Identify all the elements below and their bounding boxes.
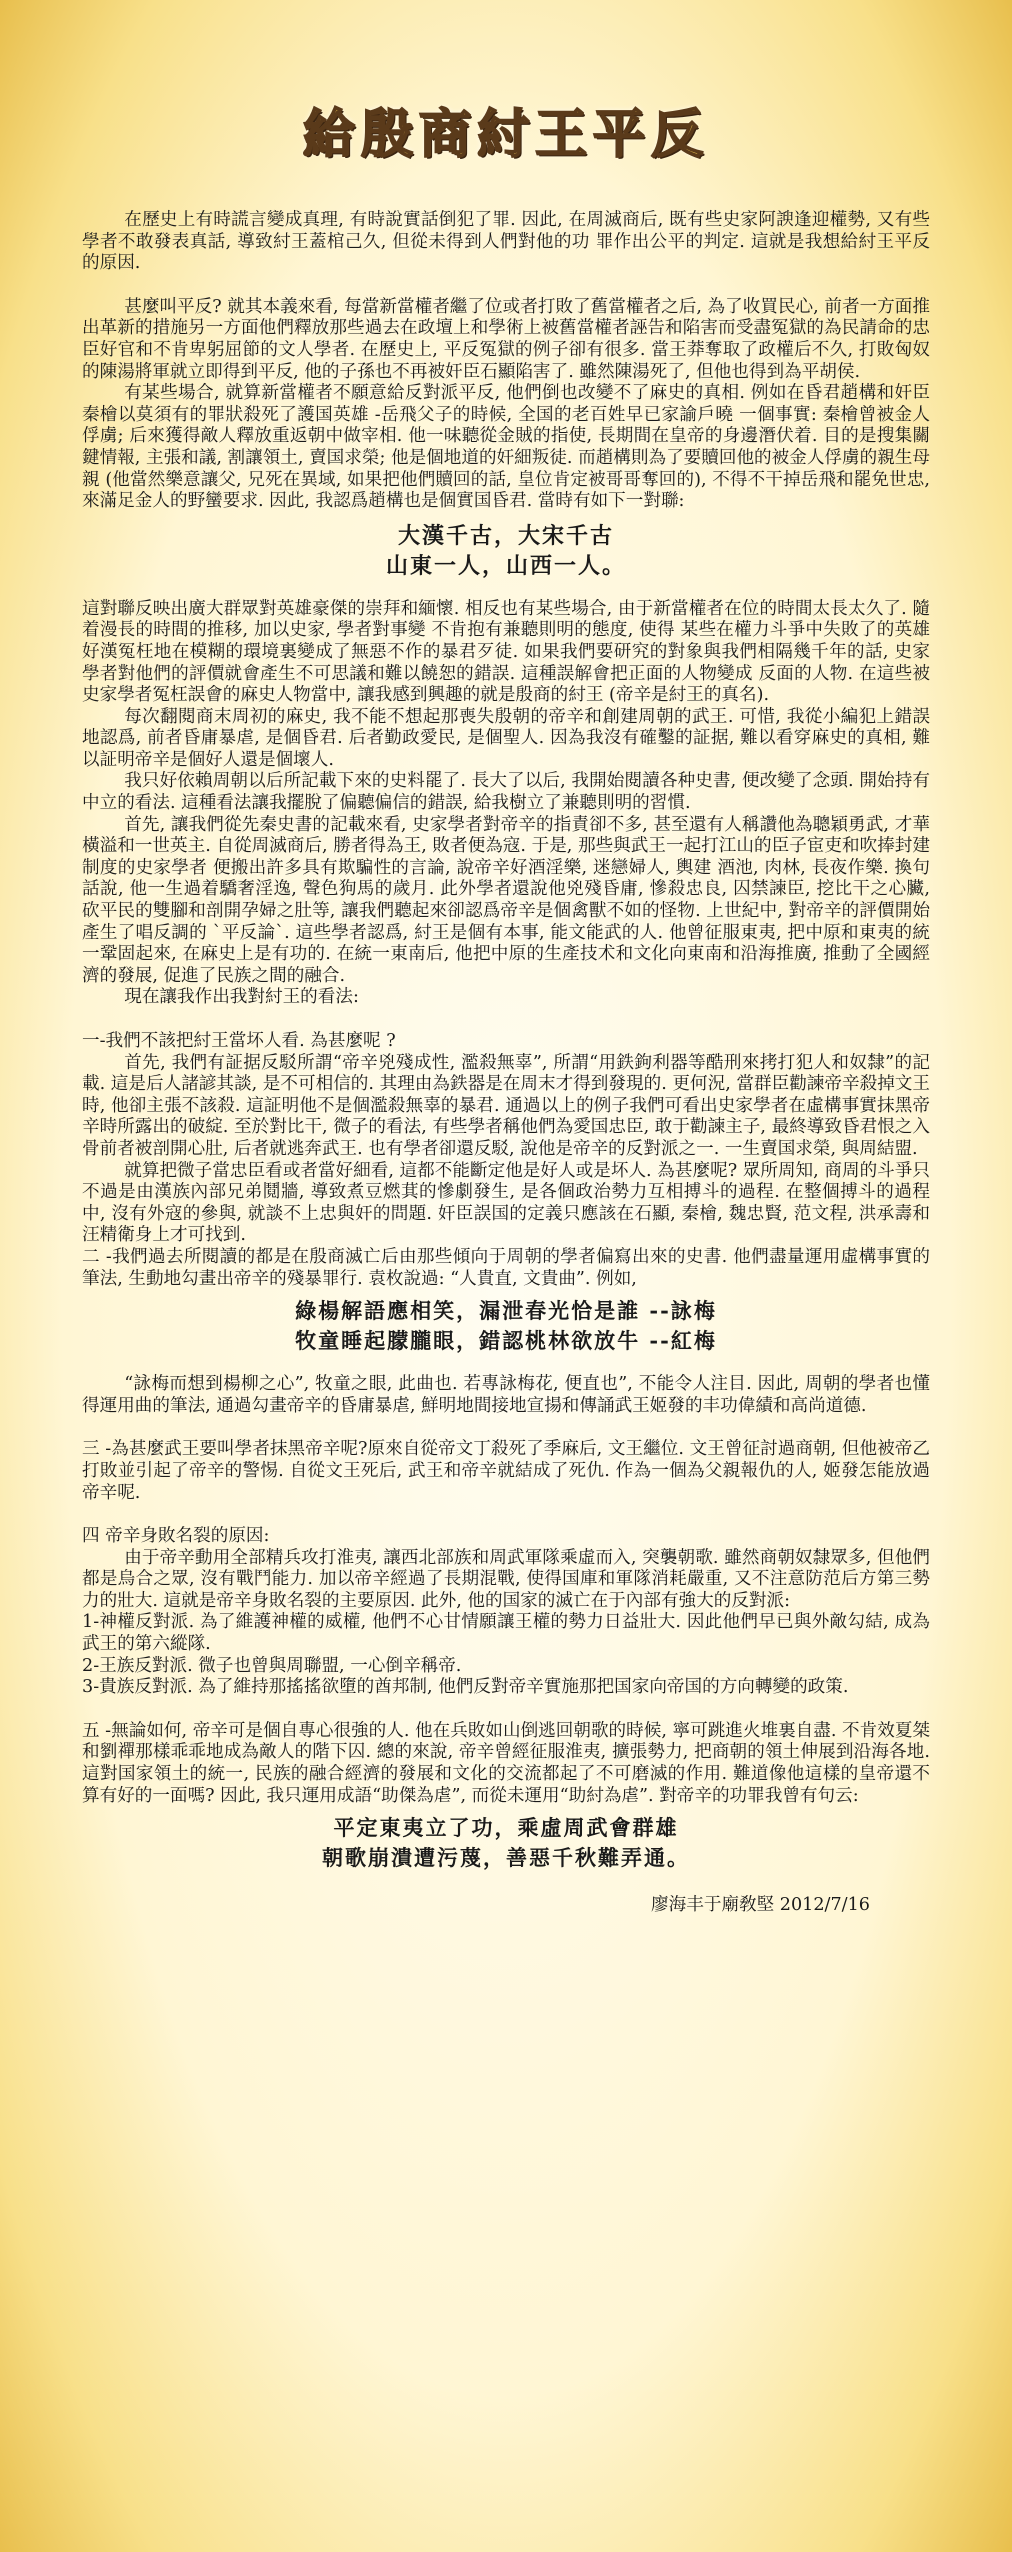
- paragraph-intro: 在歷史上有時謊言變成真理, 有時說實話倒犯了罪. 因此, 在周滅商后, 既有些史家阿諛逢迎權勢, 又有些學者不敢發表真話, 導致紂王蓋棺己久, 但從未得到人們對他的功 罪作出公平的判定. 這就是我想給紂王平反的原因.: [82, 210, 930, 274]
- section-4-list-item: 2-王族反對派. 微子也曾與周聯盟, 一心倒辛稱帝.: [82, 1655, 462, 1676]
- paragraph-shang-zhou: 每次翻閱商末周初的麻史, 我不能不想起那喪失殷朝的帝辛和創建周朝的武王. 可惜, 我從小編犯上錯誤地認爲, 前者昏庸暴虐, 是個昏君. 后者勤政愛民, 是個聖人. 因為我沒有確鑿的証据, 難以看穿麻史的真相, 難以証明帝辛是個好人還是個壞人.: [82, 706, 930, 770]
- section-5-paragraph: 五 -無論如何, 帝辛可是個自專心很強的人. 他在兵敗如山倒逃回朝歌的時候, 寧可跳進火堆裏自盡. 不肯效夏桀和劉禪那樣乖乖地成為敵人的階下囚. 總的來說, 帝辛曾經征服淮夷, 擴張勢力, 把商朝的領土伸展到沿海各地. 這對国家領土的統一, 民族的融合經濟的發展和文化的交流都起了不可磨滅的作用. 難道像他這樣的皇帝還不算有好的一面嗎? 因此, 我只運用成語“助傑為虐”, 而從未運用“助紂為虐”. 對帝辛的功罪我曾有句云:: [82, 1720, 931, 1806]
- poem-line: 牧童睡起朦朧眼，錯認桃林欲放牛 --紅梅: [295, 1328, 717, 1354]
- poem: [82, 1296, 930, 1356]
- section-4-paragraph: 由于帝辛動用全部精兵攻打淮夷, 讓西北部族和周武軍隊乘虛而入, 突襲朝歌. 雖然商朝奴隸眾多, 但他們都是烏合之眾, 沒有戰鬥能力. 加以帝辛經過了長期混戰, 使得国庫和軍隊消耗嚴重, 又不注意防范后方第三勢力的壯大. 這就是帝辛身敗名裂的主要原因. 此外, 他的国家的滅亡在于內部有強大的反對派:: [82, 1547, 930, 1611]
- page-title: 給殷商紂王平反: [302, 104, 709, 165]
- poem-line: 綠楊解語應相笑，漏泄春光恰是誰 --詠梅: [295, 1298, 717, 1324]
- section-4-list-item: 3-貴族反對派. 為了維持那搖搖欲墮的酋邦制, 他們反對帝辛實施那把国家向帝国的方向轉變的政策.: [82, 1677, 849, 1698]
- paragraph-couplet-meaning: 這對聯反映出廣大群眾對英雄豪傑的崇拜和緬懷. 相反也有某些場合, 由于新當權者在位的時間太長太久了. 隨着漫長的時間的推移, 加以史家, 學者對事變 不肯抱有兼聽則明的態度, 使得 某些在權力斗爭中失敗了的英雄好漢冤枉地在模糊的環境裏變成了無惡不作的暴君歹徒. 如果我們要研究的對象與我們相隔幾千年的話, 史家學者對他們的評價就會產生不可思議和難以饒恕的錯誤. 這種誤解會把正面的人物變成 反面的人物. 在這些被史家學者冤枉誤會的麻史人物當中, 讓我感到興趣的就是殷商的紂王 (帝辛是紂王的真名).: [82, 598, 930, 706]
- section-4-list-item: 1-神權反對派. 為了維護神權的威權, 他們不心甘情願讓王權的勢力日益壯大. 因此他們早已與外敵勾結, 成為武王的第六縱隊.: [82, 1612, 930, 1655]
- paragraph-pre-qin: 首先, 讓我們從先秦史書的記載來看, 史家學者對帝辛的指責卻不多, 甚至還有人稱讚他為聰穎勇武, 才華橫溢和一世英主. 自從周滅商后, 勝者得為王, 敗者便為寇. 于是, 那些與武王一起打江山的臣子宦吏和吹捧封建制度的史家學者 便搬出許多具有欺騙性的言論, 說帝辛好酒淫樂, 迷戀婦人, 輿建 酒池, 肉林, 長夜作樂. 換句話說, 他一生過着驕奢淫逸, 聲色狗馬的歲月. 此外學者還說他兇殘昏庸, 慘殺忠良, 囚禁諫臣, 挖比干之心臟, 砍平民的雙腳和剖開孕婦之肚等, 讓我們聽起來卻認爲帝辛是個禽獸不如的怪物. 上世紀中, 對帝辛的評價開始產生了唱反調的 `平反論`. 這些學者認爲, 紂王是個有本事, 能文能武的人. 他曾征服東夷, 把中原和東夷的統一鞏固起來, 在麻史上是有功的. 在統一東南后, 他把中原的生產技术和文化向東南和沿海推廣, 推動了全國經濟的發展, 促進了民族之間的融合.: [82, 814, 930, 986]
- section-2-heading: 二 -我們過去所閱讀的都是在殷商滅亡后由那些傾向于周朝的學者偏寫出來的史書. 他們盡量運用虛構事實的筆法, 生動地勾畫出帝辛的殘暴罪行. 袁枚說過: “人貴直, 文貴曲”. 例如,: [82, 1246, 930, 1289]
- couplet-line: 山東一人，山西一人。: [385, 552, 626, 579]
- section-4-heading: 四 帝辛身敗名裂的原因:: [82, 1526, 270, 1547]
- section-1-paragraph: 首先, 我們有証据反駁所謂“帝辛兇殘成性, 濫殺無辜”, 所謂“用鉄鉤利器等酷刑來拷打犯人和奴隸”的記載. 這是后人諸諺其談, 是不可相信的. 其理由為鉄器是在周末才得到發現的. 更何況, 當群臣勸諫帝辛殺掉文王時, 他卻主張不該殺. 這証明他不是個濫殺無辜的暴君. 通過以上的例子我們可看出史家學者在虛構事實抹黑帝辛時所露出的破綻. 至於對比干, 微子的看法, 有些學者稱他們為愛国忠臣, 敢于勸諫主子, 最終導致昏君恨之入骨前者被剖開心肚, 后者就逃奔武王. 也有學者卻還反駁, 說他是帝辛的反對派之一. 一生賣国求榮, 與周結盟.: [82, 1052, 930, 1159]
- paragraph-zhao-gou: 有某些場合, 就算新當權者不願意給反對派平反, 他們倒也改變不了麻史的真相. 例如在昏君趙構和奸臣秦檜以莫須有的罪狀殺死了護国英雄 -岳飛父子的時候, 全国的老百姓早已家諭戶曉 一個事實: 秦檜曾被金人俘虜; 后來獲得敵人釋放重返朝中做宰相. 他一味聽從金賊的指使, 長期間在皇帝的身邊潛伏着. 目的是搜集關鍵情報, 主張和議, 割讓領土, 賣国求榮; 他是個地道的奸細叛徒. 而趙構則為了要贖回他的被金人俘虜的親生母親 (他當然樂意讓父, 兄死在異域, 如果把他們贖回的話, 皇位肯定被哥哥奪回的), 不得不干掉岳飛和罷免世忠, 來滿足金人的野蠻要求. 因此, 我認爲趙構也是個實国昏君. 當時有如下一對聯:: [82, 383, 930, 512]
- section-1-paragraph: 就算把微子當忠臣看或者當好細看, 這都不能斷定他是好人或是坏人. 為甚麼呢? 眾所周知, 商周的斗爭只不過是由漢族內部兄弟鬩牆, 導致煮豆燃萁的慘劇發生, 是各個政治勢力互相搏斗的過程. 在整個搏斗的過程中, 沒有外寇的參與, 就談不上忠與奸的問題. 奸臣誤国的定義只應該在石顯, 秦檜, 魏忠賢, 范文程, 洪承壽和汪精衛身上才可找到.: [82, 1160, 930, 1246]
- verse-line: 朝歌崩潰遭污蔑，善惡千秋難弄通。: [322, 1845, 690, 1871]
- paragraph-my-view: 現在讓我作出我對紂王的看法:: [124, 987, 359, 1008]
- section-3-paragraph: 三 -為甚麼武王要叫學者抹黑帝辛呢?原來自從帝文丁殺死了季麻后, 文王繼位. 文王曾征討過商朝, 但他被帝乙打敗並引起了帝辛的警惕. 自從文王死后, 武王和帝辛就結成了死仇. 作為一個為父親報仇的人, 姬發怎能放過帝辛呢.: [82, 1439, 930, 1503]
- verse-line: 平定東夷立了功，乘虛周武會群雄: [333, 1815, 679, 1841]
- signature: 廖海丰于廟敎堅 2012/7/16: [651, 1895, 870, 1916]
- paragraph-history-reading: 我只好依賴周朝以后所記載下來的史料罷了. 長大了以后, 我開始閱讀各种史書, 便改變了念頭. 開始持有中立的看法. 這種看法讓我擺脫了偏聽偏信的錯誤, 給我樹立了兼聽則明的習慣.: [82, 771, 930, 814]
- paragraph-definition: 甚麼叫平反? 就其本義來看, 每當新當權者繼了位或者打敗了舊當權者之后, 為了收買民心, 前者一方面推出革新的措施另一方面他們釋放那些過去在政壇上和學術上被舊當權者誣告和陷害而受盡冤獄的為民請命的忠臣好官和不肯卑躬屈節的文人學者. 在歷史上, 平反冤獄的例子卻有很多. 當王莽奪取了政權后不久, 打敗匈奴的陳湯將軍就立即得到平反, 他的子孫也不再被奸臣石顯陷害了. 雖然陳湯死了, 但他也得到為平胡侯.: [82, 296, 930, 382]
- couplet-line: 大漢千古，大宋千古: [397, 522, 614, 549]
- couplet: [82, 521, 930, 581]
- closing-verse: [82, 1813, 930, 1873]
- article: [82, 100, 930, 1916]
- section-2-paragraph: “詠梅而想到楊柳之心”, 牧童之眼, 此曲也. 若專詠梅花, 便直也”, 不能令人注目. 因此, 周朝的學者也懂得運用曲的筆法, 通過勾畫帝辛的昏庸暴虐, 鮮明地間接地宣揚和傳誦武王姬發的丰功偉績和高尚道德.: [82, 1374, 930, 1416]
- section-1-heading: 一-我們不該把紂王當坏人看. 為甚麼呢 ?: [82, 1031, 396, 1051]
